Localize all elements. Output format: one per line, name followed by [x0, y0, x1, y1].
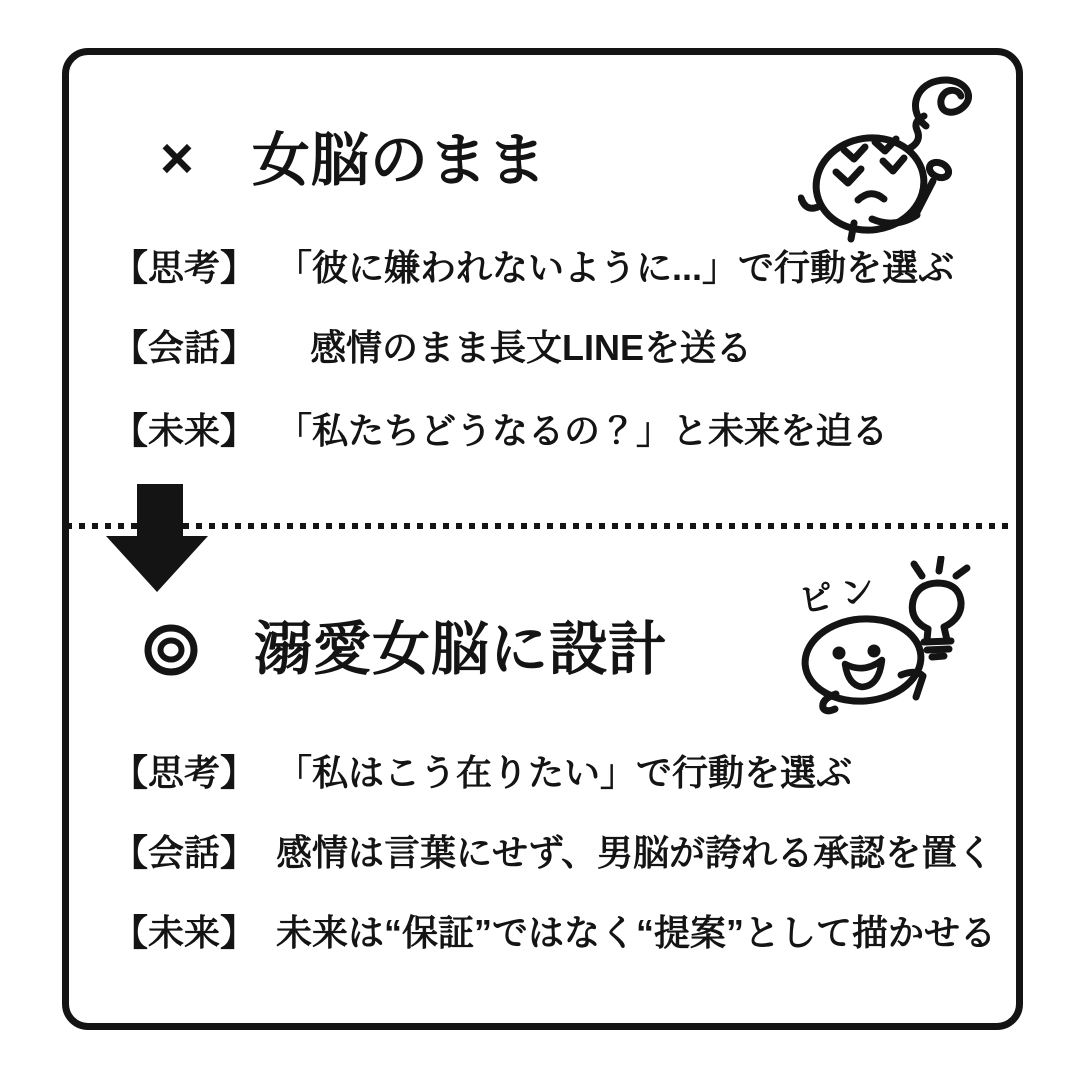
before-row-thinking [112, 247, 954, 288]
row-label: 【未来】 [112, 912, 257, 953]
after-row-future [112, 912, 996, 953]
after-heading [144, 612, 667, 688]
row-text: 「彼に嫌われないように...」で行動を選ぶ [276, 247, 955, 288]
down-arrow-icon [104, 484, 210, 594]
row-text: 「私はこう在りたい」で行動を選ぶ [276, 752, 853, 793]
after-row-thinking [112, 752, 852, 793]
pin-doodle-text: ピン [796, 568, 886, 622]
row-label: 【会話】 [112, 327, 257, 368]
row-text: 感情は言葉にせず、男脳が誇れる承認を置く [276, 832, 994, 873]
row-label: 【会話】 [112, 832, 257, 873]
before-heading [160, 124, 547, 198]
before-row-future [112, 410, 888, 451]
row-text: 感情のまま長文LINEを送る [310, 327, 753, 368]
lightbulb-icon [912, 558, 967, 657]
after-row-conversation [112, 832, 993, 873]
cross-mark: × [160, 126, 194, 191]
row-label: 【思考】 [112, 247, 257, 288]
row-label: 【思考】 [112, 752, 257, 793]
double-circle-mark-icon [144, 624, 198, 676]
before-row-conversation [112, 327, 752, 368]
after-title: 溺愛女脳に設計 [254, 617, 668, 683]
before-title: 女脳のまま [251, 128, 547, 194]
row-text: 未来は“保証”ではなく“提案”として描かせる [276, 912, 997, 953]
row-label: 【未来】 [112, 410, 257, 451]
row-text: 「私たちどうなるの？」と未来を迫る [276, 410, 889, 451]
